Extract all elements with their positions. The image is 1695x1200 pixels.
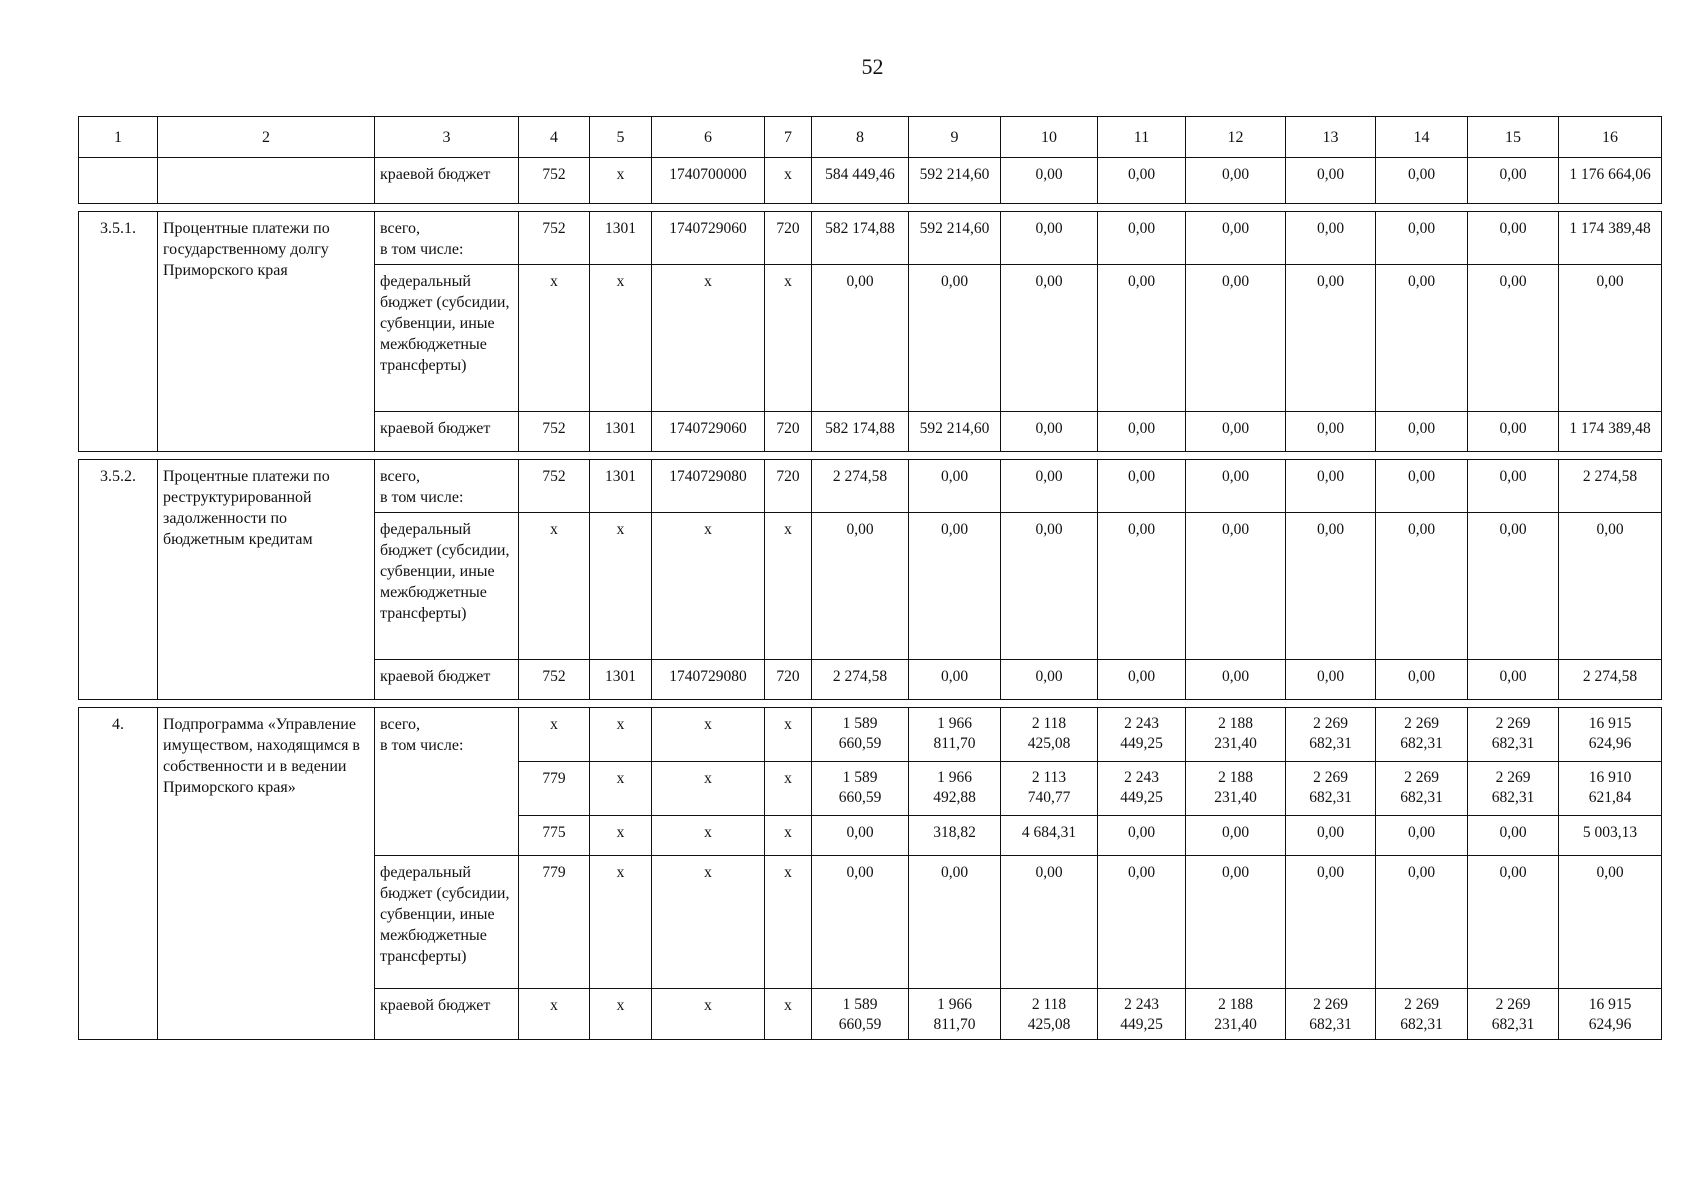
table-cell: 0,00 <box>1001 513 1098 660</box>
table-cell: 720 <box>765 660 812 700</box>
table-cell: 0,00 <box>1098 265 1186 412</box>
table-cell: 592 214,60 <box>909 212 1001 265</box>
table-cell: 0,00 <box>1376 460 1468 513</box>
table-cell: 0,00 <box>1376 265 1468 412</box>
table-cell: 720 <box>765 460 812 513</box>
table-cell: 0,00 <box>1098 513 1186 660</box>
column-header: 16 <box>1559 117 1662 158</box>
item-name: Подпрограмма «Управление имуществом, находящимся в собственности и в ведении Приморского края» <box>158 708 375 1040</box>
table-cell: 0,00 <box>1286 460 1376 513</box>
column-header: 2 <box>158 117 375 158</box>
table-cell: 0,00 <box>909 660 1001 700</box>
table-cell: 582 174,88 <box>812 212 909 265</box>
table-cell: 0,00 <box>812 856 909 989</box>
column-header: 13 <box>1286 117 1376 158</box>
table-cell: 0,00 <box>1001 660 1098 700</box>
table-cell: 2 269 682,31 <box>1468 762 1559 816</box>
table-cell: 1 589 660,59 <box>812 989 909 1040</box>
table-cell: 1740729060 <box>652 212 765 265</box>
table-cell: 1301 <box>590 460 652 513</box>
table-cell: 2 274,58 <box>812 660 909 700</box>
separator-cell <box>1286 700 1376 708</box>
table-cell: х <box>652 265 765 412</box>
source-label: федеральный бюджет (субсидии, субвенции, иные межбюджетные трансферты) <box>375 265 519 412</box>
separator-cell <box>1098 452 1186 460</box>
table-cell: 779 <box>519 762 590 816</box>
separator-cell <box>1559 204 1662 212</box>
table-cell: 16 915 624,96 <box>1559 989 1662 1040</box>
table-cell: х <box>652 989 765 1040</box>
separator-cell <box>765 700 812 708</box>
empty-cell <box>158 158 375 204</box>
separator-cell <box>812 452 909 460</box>
separator-cell <box>1559 700 1662 708</box>
source-label: краевой бюджет <box>375 412 519 452</box>
separator-cell <box>1376 452 1468 460</box>
table-cell: 582 174,88 <box>812 412 909 452</box>
table-cell: 2 269 682,31 <box>1286 989 1376 1040</box>
table-cell: 1 966 811,70 <box>909 989 1001 1040</box>
column-header: 3 <box>375 117 519 158</box>
budget-table <box>78 116 1662 1040</box>
table-cell: 16 910 621,84 <box>1559 762 1662 816</box>
table-cell: 0,00 <box>1468 513 1559 660</box>
table-cell: 2 243 449,25 <box>1098 708 1186 762</box>
table-cell: 2 269 682,31 <box>1468 989 1559 1040</box>
table-cell: 0,00 <box>1001 212 1098 265</box>
table-cell: х <box>519 989 590 1040</box>
table-cell: 752 <box>519 412 590 452</box>
table-cell: 752 <box>519 158 590 204</box>
table-cell: х <box>519 708 590 762</box>
table-cell: 720 <box>765 412 812 452</box>
table-cell: 0,00 <box>1286 265 1376 412</box>
table-cell: 752 <box>519 212 590 265</box>
item-name: Процентные платежи по государственному долгу Приморского края <box>158 212 375 452</box>
separator-cell <box>1468 452 1559 460</box>
table-cell: 0,00 <box>1286 513 1376 660</box>
table-cell: х <box>765 989 812 1040</box>
separator-cell <box>1098 700 1186 708</box>
item-number: 3.5.1. <box>79 212 158 452</box>
table-cell: 1 966 811,70 <box>909 708 1001 762</box>
separator-cell <box>519 452 590 460</box>
table-cell: 0,00 <box>1186 265 1286 412</box>
table-cell: 0,00 <box>1186 158 1286 204</box>
table-cell: 2 118 425,08 <box>1001 989 1098 1040</box>
table-cell: 592 214,60 <box>909 158 1001 204</box>
table-cell: 0,00 <box>1286 816 1376 856</box>
table-cell: 0,00 <box>909 265 1001 412</box>
separator-cell <box>1001 700 1098 708</box>
table-cell: 0,00 <box>812 816 909 856</box>
separator-cell <box>1559 452 1662 460</box>
empty-cell <box>79 158 158 204</box>
table-cell: 0,00 <box>1098 816 1186 856</box>
table-cell: 1301 <box>590 212 652 265</box>
table-cell: 775 <box>519 816 590 856</box>
separator-cell <box>652 452 765 460</box>
table-cell: 4 684,31 <box>1001 816 1098 856</box>
table-cell: 0,00 <box>1468 816 1559 856</box>
separator-cell <box>1001 452 1098 460</box>
table-cell: 752 <box>519 660 590 700</box>
table-cell: 0,00 <box>1468 158 1559 204</box>
table-cell: 1301 <box>590 412 652 452</box>
table-row <box>79 708 1662 762</box>
table-cell: х <box>590 856 652 989</box>
separator-cell <box>812 700 909 708</box>
separator-cell <box>652 700 765 708</box>
separator-cell <box>79 204 158 212</box>
separator-cell <box>158 452 375 460</box>
table-cell: х <box>765 513 812 660</box>
table-cell: 1 589 660,59 <box>812 708 909 762</box>
separator-cell <box>1468 700 1559 708</box>
source-label: всего, в том числе: <box>375 212 519 265</box>
item-number: 4. <box>79 708 158 1040</box>
separator-cell <box>1186 452 1286 460</box>
table-cell: 1740729080 <box>652 460 765 513</box>
table-cell: х <box>590 708 652 762</box>
separator-cell <box>1286 452 1376 460</box>
separator-cell <box>158 700 375 708</box>
item-number: 3.5.2. <box>79 460 158 700</box>
table-cell: х <box>519 265 590 412</box>
table-cell: 0,00 <box>1286 212 1376 265</box>
table-cell: 5 003,13 <box>1559 816 1662 856</box>
table-cell: 1 176 664,06 <box>1559 158 1662 204</box>
table-cell: 0,00 <box>1186 513 1286 660</box>
table-cell: х <box>590 158 652 204</box>
separator-cell <box>79 700 158 708</box>
table-cell: х <box>590 989 652 1040</box>
table-cell: х <box>590 816 652 856</box>
table-cell: 2 243 449,25 <box>1098 762 1186 816</box>
table-cell: 0,00 <box>1559 265 1662 412</box>
row-separator <box>79 452 1662 460</box>
table-cell: 0,00 <box>1186 816 1286 856</box>
column-header: 7 <box>765 117 812 158</box>
table-cell: х <box>652 513 765 660</box>
separator-cell <box>79 452 158 460</box>
separator-cell <box>1376 204 1468 212</box>
table-cell: 2 243 449,25 <box>1098 989 1186 1040</box>
table-cell: 0,00 <box>909 460 1001 513</box>
separator-cell <box>1376 700 1468 708</box>
table-cell: 1740729080 <box>652 660 765 700</box>
table-cell: 2 118 425,08 <box>1001 708 1098 762</box>
separator-cell <box>375 204 519 212</box>
separator-cell <box>765 204 812 212</box>
table-cell: 0,00 <box>1098 158 1186 204</box>
column-header: 11 <box>1098 117 1186 158</box>
table-cell: 2 188 231,40 <box>1186 989 1286 1040</box>
column-header: 1 <box>79 117 158 158</box>
table-cell: 0,00 <box>1468 412 1559 452</box>
table-cell: х <box>519 513 590 660</box>
separator-cell <box>1001 204 1098 212</box>
separator-cell <box>590 204 652 212</box>
separator-cell <box>765 452 812 460</box>
table-row <box>79 212 1662 265</box>
separator-cell <box>1186 204 1286 212</box>
table-cell: 0,00 <box>1186 660 1286 700</box>
separator-cell <box>909 204 1001 212</box>
separator-cell <box>1468 204 1559 212</box>
table-cell: 0,00 <box>1098 660 1186 700</box>
table-cell: х <box>590 265 652 412</box>
separator-cell <box>1186 700 1286 708</box>
table-cell: 720 <box>765 212 812 265</box>
table-cell: 0,00 <box>1559 513 1662 660</box>
separator-cell <box>375 700 519 708</box>
separator-cell <box>375 452 519 460</box>
table-cell: 1 966 492,88 <box>909 762 1001 816</box>
table-cell: 2 274,58 <box>1559 660 1662 700</box>
table-cell: 2 269 682,31 <box>1468 708 1559 762</box>
column-header: 14 <box>1376 117 1468 158</box>
table-cell: 0,00 <box>1001 158 1098 204</box>
table-cell: 0,00 <box>812 265 909 412</box>
table-cell: 0,00 <box>1376 856 1468 989</box>
separator-cell <box>519 204 590 212</box>
table-cell: 0,00 <box>812 513 909 660</box>
column-header: 6 <box>652 117 765 158</box>
table-row <box>79 460 1662 513</box>
table-cell: 2 269 682,31 <box>1376 762 1468 816</box>
separator-cell <box>909 452 1001 460</box>
table-cell: 0,00 <box>1559 856 1662 989</box>
table-cell: 2 269 682,31 <box>1286 762 1376 816</box>
source-label: краевой бюджет <box>375 660 519 700</box>
column-header: 10 <box>1001 117 1098 158</box>
table-cell: х <box>590 762 652 816</box>
table-cell: 0,00 <box>1098 856 1186 989</box>
table-cell: 16 915 624,96 <box>1559 708 1662 762</box>
column-header: 15 <box>1468 117 1559 158</box>
table-cell: 1740729060 <box>652 412 765 452</box>
row-separator <box>79 204 1662 212</box>
table-cell: 584 449,46 <box>812 158 909 204</box>
separator-cell <box>590 700 652 708</box>
page-number: 52 <box>861 54 884 79</box>
table-cell: 0,00 <box>1186 460 1286 513</box>
table-cell: х <box>652 708 765 762</box>
separator-cell <box>158 204 375 212</box>
table-cell: 752 <box>519 460 590 513</box>
table-row <box>79 158 1662 204</box>
table-cell: 2 188 231,40 <box>1186 762 1286 816</box>
table-cell: 0,00 <box>1098 412 1186 452</box>
table-cell: 2 274,58 <box>1559 460 1662 513</box>
table-cell: 592 214,60 <box>909 412 1001 452</box>
table-cell: 0,00 <box>1468 856 1559 989</box>
table-cell: 0,00 <box>1286 412 1376 452</box>
column-header: 12 <box>1186 117 1286 158</box>
table-cell: 0,00 <box>1376 412 1468 452</box>
item-name: Процентные платежи по реструктурированной задолженности по бюджетным кредитам <box>158 460 375 700</box>
table-cell: 0,00 <box>1468 660 1559 700</box>
table-cell: 2 269 682,31 <box>1376 708 1468 762</box>
source-label: федеральный бюджет (субсидии, субвенции, иные межбюджетные трансферты) <box>375 856 519 989</box>
column-header: 5 <box>590 117 652 158</box>
table-cell: 2 269 682,31 <box>1376 989 1468 1040</box>
table-cell: 779 <box>519 856 590 989</box>
table-cell: 0,00 <box>1376 816 1468 856</box>
table-cell: 0,00 <box>1376 660 1468 700</box>
table-cell: 0,00 <box>909 856 1001 989</box>
header-row <box>79 117 1662 158</box>
table-cell: 0,00 <box>1376 513 1468 660</box>
source-label: всего, в том числе: <box>375 708 519 856</box>
column-header: 4 <box>519 117 590 158</box>
table-cell: х <box>765 158 812 204</box>
source-label: краевой бюджет <box>375 158 519 204</box>
separator-cell <box>812 204 909 212</box>
table-cell: 2 113 740,77 <box>1001 762 1098 816</box>
source-label: краевой бюджет <box>375 989 519 1040</box>
table-cell: х <box>590 513 652 660</box>
table-cell: 0,00 <box>1186 412 1286 452</box>
table-cell: 0,00 <box>1001 856 1098 989</box>
table-cell: х <box>765 762 812 816</box>
table-cell: 318,82 <box>909 816 1001 856</box>
table-cell: х <box>652 762 765 816</box>
table-cell: х <box>765 816 812 856</box>
table-cell: 0,00 <box>1001 265 1098 412</box>
table-cell: 0,00 <box>1001 412 1098 452</box>
table-cell: 1 174 389,48 <box>1559 412 1662 452</box>
table-cell: 1 589 660,59 <box>812 762 909 816</box>
row-separator <box>79 700 1662 708</box>
separator-cell <box>1098 204 1186 212</box>
table-cell: 0,00 <box>1098 212 1186 265</box>
table-cell: 0,00 <box>1186 212 1286 265</box>
table-cell: 0,00 <box>1098 460 1186 513</box>
table-cell: 0,00 <box>1186 856 1286 989</box>
table-cell: 0,00 <box>1468 212 1559 265</box>
source-label: всего, в том числе: <box>375 460 519 513</box>
separator-cell <box>1286 204 1376 212</box>
table-cell: 0,00 <box>1376 212 1468 265</box>
table-cell: 1740700000 <box>652 158 765 204</box>
table-cell: х <box>652 816 765 856</box>
table-cell: х <box>652 856 765 989</box>
table-cell: х <box>765 856 812 989</box>
table-cell: 0,00 <box>1376 158 1468 204</box>
separator-cell <box>652 204 765 212</box>
table-cell: 0,00 <box>1286 158 1376 204</box>
table-cell: 0,00 <box>1286 856 1376 989</box>
table-cell: х <box>765 265 812 412</box>
table-cell: 1301 <box>590 660 652 700</box>
source-label: федеральный бюджет (субсидии, субвенции, иные межбюджетные трансферты) <box>375 513 519 660</box>
table-cell: 0,00 <box>909 513 1001 660</box>
table-cell: 0,00 <box>1468 265 1559 412</box>
column-header: 9 <box>909 117 1001 158</box>
table-cell: х <box>765 708 812 762</box>
table-cell: 2 188 231,40 <box>1186 708 1286 762</box>
column-header: 8 <box>812 117 909 158</box>
separator-cell <box>909 700 1001 708</box>
table-cell: 2 274,58 <box>812 460 909 513</box>
separator-cell <box>590 452 652 460</box>
table-cell: 2 269 682,31 <box>1286 708 1376 762</box>
separator-cell <box>519 700 590 708</box>
table-cell: 1 174 389,48 <box>1559 212 1662 265</box>
table-cell: 0,00 <box>1001 460 1098 513</box>
table-cell: 0,00 <box>1468 460 1559 513</box>
table-cell: 0,00 <box>1286 660 1376 700</box>
